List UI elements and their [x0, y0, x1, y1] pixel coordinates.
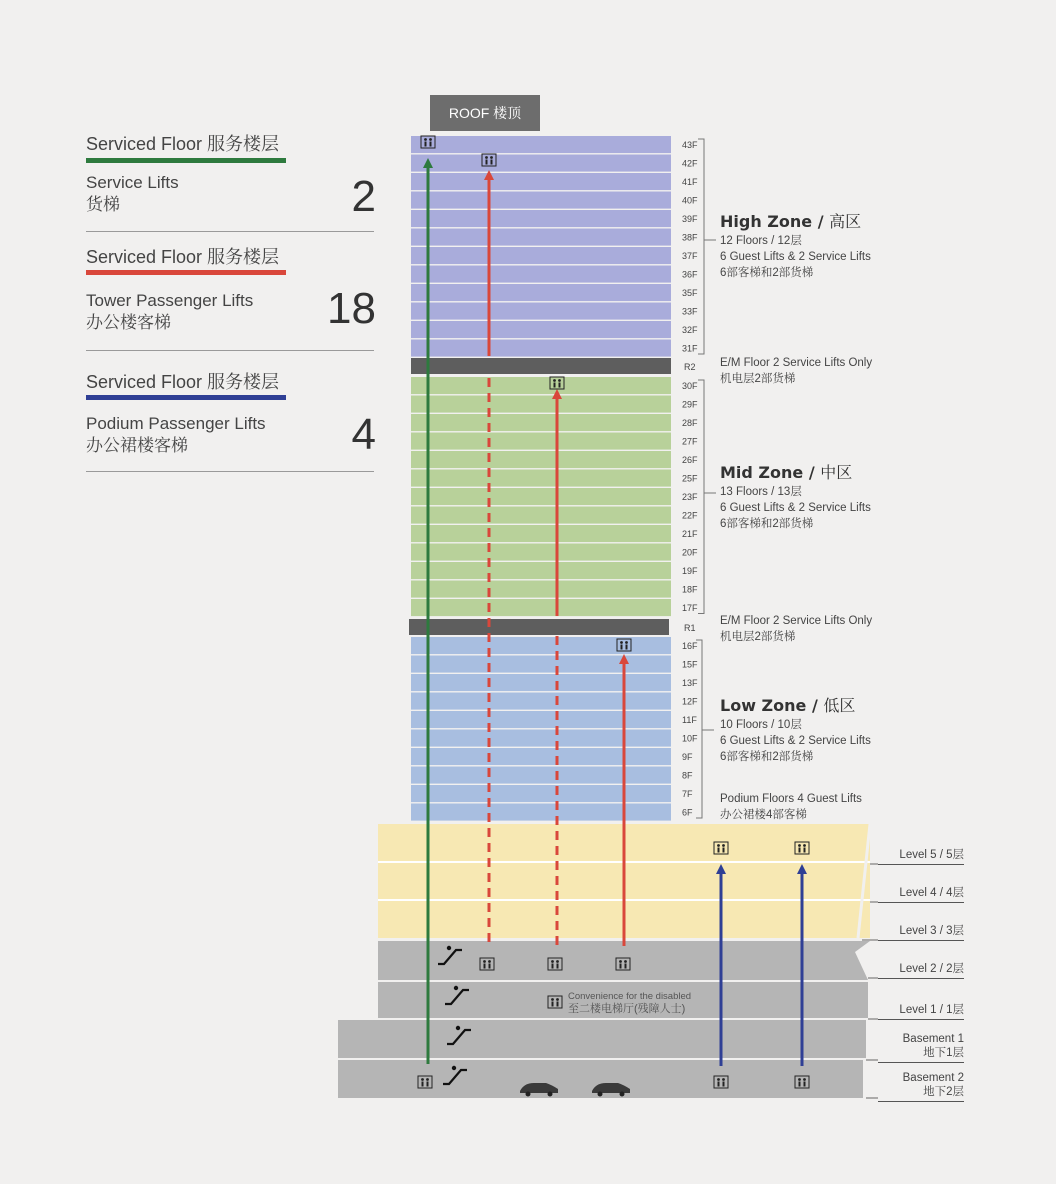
floor-label-13f: 13F	[682, 678, 698, 688]
lift-icon-person	[556, 960, 559, 963]
legend-title-service: Serviced Floor 服务楼层	[86, 134, 280, 154]
lift-icon-person	[620, 641, 623, 644]
floor-band-11f	[411, 711, 671, 728]
mid-zone-title: Mid Zone	[720, 463, 804, 482]
lift-icon-person	[619, 960, 622, 963]
lift-icon-person	[804, 848, 806, 853]
mech-floor-r2	[411, 358, 671, 374]
floor-label-11f: 11F	[682, 715, 697, 725]
floor-label-10f: 10F	[682, 733, 698, 744]
floor-band-42f	[411, 155, 671, 172]
level-label-1: Level 1 / 1层	[878, 1003, 964, 1020]
high-zone-lifts-zh: 6部客梯和2部货梯	[720, 267, 814, 279]
mid-zone-bracket	[698, 380, 704, 614]
lift-icon-person	[620, 964, 622, 969]
legend-name-podium: Podium Passenger Lifts 办公裙楼客梯	[86, 414, 266, 455]
floor-label-17f: 17F	[682, 603, 698, 613]
lift-icon-person	[424, 138, 427, 141]
high-zone-lifts: 6 Guest Lifts & 2 Service Lifts	[720, 251, 871, 263]
floor-label-37f: 37F	[682, 251, 698, 261]
legend-title-podium: Serviced Floor 服务楼层	[86, 372, 280, 392]
lift-icon-person	[488, 960, 491, 963]
lift-icon-person	[484, 964, 486, 969]
lift-icon-person	[490, 156, 493, 159]
floor-band-17f	[411, 599, 671, 616]
floor-label-35f: 35F	[682, 288, 698, 298]
floor-label-22f: 22F	[682, 510, 698, 521]
floor-label-16f: 16F	[682, 641, 698, 651]
floor-band-22f	[411, 507, 671, 524]
lift-icon-person	[491, 160, 493, 165]
high-zone-info: High Zone / 高区 12 Floors / 12层 6 Guest Lifts & 2 Service Lifts 6部客梯和2部货梯	[720, 212, 871, 279]
floor-band-18f	[411, 581, 671, 598]
legend-name-service: Service Lifts 货梯	[86, 173, 179, 214]
lift-icon-person	[799, 848, 801, 853]
floor-label-39f: 39F	[682, 214, 698, 224]
lift-icon-person	[430, 142, 432, 147]
floor-band-8f	[411, 767, 671, 784]
low-zone-info: Low Zone / 低区 10 Floors / 10层 6 Guest Lifts & 2 Service Lifts 6部客梯和2部货梯	[720, 696, 871, 763]
lift-icon-person	[718, 1082, 720, 1087]
floor-band-31f	[411, 340, 671, 357]
floor-label-25f: 25F	[682, 473, 698, 484]
floor-band-7f	[411, 785, 671, 802]
mid-zone-floors: 13 Floors / 13层	[720, 486, 802, 498]
floor-label-41f: 41F	[682, 177, 698, 187]
floor-label-9f: 9F	[682, 752, 693, 762]
car-icon-1-wheel	[548, 1092, 553, 1097]
level-label-5: Level 5 / 5层	[878, 848, 964, 865]
floor-label-31f: 31F	[682, 343, 698, 354]
lift-icon-person	[799, 1082, 801, 1087]
level-label-b1: Basement 1 地下1层	[878, 1032, 964, 1063]
floor-label-36f: 36F	[682, 269, 698, 280]
floor-band-20f	[411, 544, 671, 561]
floor-label-8f: 8F	[682, 770, 693, 781]
floor-band-30f	[411, 377, 671, 394]
escalator-icon-l1-person	[454, 986, 458, 990]
car-icon-2-wheel	[598, 1092, 603, 1097]
lift-icon-person	[551, 960, 554, 963]
floor-label-20f: 20F	[682, 547, 698, 558]
floor-band-40f	[411, 192, 671, 209]
lift-icon-person	[722, 1078, 725, 1081]
floor-band-29f	[411, 396, 671, 413]
floor-label-23f: 23F	[682, 492, 698, 502]
floor-label-32f: 32F	[682, 325, 698, 335]
lift-icon-person	[489, 964, 491, 969]
legend-count-tower: 18	[327, 284, 376, 333]
mid-zone-lifts-zh: 6部客梯和2部货梯	[720, 518, 814, 530]
mech-floor-r1	[409, 619, 669, 635]
floor-band-27f	[411, 433, 671, 450]
lift-icon-person	[717, 1078, 720, 1081]
floor-band-25f	[411, 470, 671, 487]
low-zone-lifts-zh: 6部客梯和2部货梯	[720, 751, 814, 763]
floor-label-28f: 28F	[682, 418, 698, 428]
floor-band-15f	[411, 656, 671, 673]
car-icon-1-wheel	[526, 1092, 531, 1097]
lift-icon-person	[553, 379, 556, 382]
floor-label-18f: 18F	[682, 584, 698, 595]
floor-label-29f: 29F	[682, 399, 698, 410]
mid-zone-lifts: 6 Guest Lifts & 2 Service Lifts	[720, 502, 871, 514]
low-zone-title: Low Zone	[720, 696, 807, 715]
lift-icon-person	[429, 138, 432, 141]
legend-title-tower: Serviced Floor 服务楼层	[86, 247, 280, 267]
floor-band-16f	[411, 637, 671, 654]
floor-band-6f	[411, 804, 671, 821]
lift-icon-person	[626, 645, 628, 650]
high-zone-bracket	[698, 139, 704, 354]
floor-label-43f: 43F	[682, 140, 698, 150]
floor-band-21f	[411, 525, 671, 542]
floor-label-26f: 26F	[682, 455, 698, 465]
floor-label-42f: 42F	[682, 158, 698, 169]
lift-icon-person	[722, 844, 725, 847]
lift-icon-person	[552, 964, 554, 969]
lift-icon-person	[803, 1078, 806, 1081]
lift-icon-person	[426, 1078, 429, 1081]
lift-icon-person	[427, 1082, 429, 1087]
floor-band-39f	[411, 210, 671, 227]
lift-icon-person	[625, 964, 627, 969]
escalator-icon-b1-person	[456, 1026, 460, 1030]
floor-band-12f	[411, 693, 671, 710]
floor-band-43f	[411, 136, 671, 153]
lift-icon-person	[803, 844, 806, 847]
legend-count-podium: 4	[351, 410, 376, 459]
level-label-2: Level 2 / 2层	[878, 962, 964, 979]
floor-band-10f	[411, 730, 671, 747]
legend-name-tower: Tower Passenger Lifts 办公楼客梯	[86, 291, 254, 332]
lift-icon-person	[483, 960, 486, 963]
lift-icon-person	[485, 156, 488, 159]
floor-band-23f	[411, 488, 671, 505]
lift-icon-person	[551, 998, 554, 1001]
floor-band-19f	[411, 562, 671, 579]
level-2-block	[378, 941, 870, 980]
lift-icon-person	[717, 844, 720, 847]
floor-label-12f: 12F	[682, 696, 698, 707]
lift-icon-person	[559, 383, 561, 388]
level-label-3: Level 3 / 3层	[878, 924, 964, 941]
em-floor-note-r1: E/M Floor 2 Service Lifts Only 机电层2部货梯	[720, 615, 873, 643]
lift-icon-person	[422, 1082, 424, 1087]
floor-band-41f	[411, 173, 671, 190]
floor-label-30f: 30F	[682, 381, 698, 391]
floor-label-40f: 40F	[682, 195, 698, 206]
floor-label-r1: R1	[684, 623, 696, 633]
mid-zone-info: Mid Zone / 中区 13 Floors / 13层 6 Guest Lifts & 2 Service Lifts 6部客梯和2部货梯	[720, 463, 871, 530]
lift-icon-person	[421, 1078, 424, 1081]
basement-1-block	[338, 1020, 866, 1058]
lift-icon-person	[798, 1078, 801, 1081]
lift-icon-person	[718, 848, 720, 853]
floor-band-32f	[411, 321, 671, 338]
floor-band-37f	[411, 247, 671, 264]
em-floor-note-r2: E/M Floor 2 Service Lifts Only 机电层2部货梯	[720, 357, 873, 385]
floor-band-28f	[411, 414, 671, 431]
floor-label-21f: 21F	[682, 529, 698, 539]
floor-label-7f: 7F	[682, 789, 693, 799]
escalator-icon-b2-person	[452, 1066, 456, 1070]
floor-band-9f	[411, 748, 671, 765]
floor-band-35f	[411, 284, 671, 301]
roof-label: ROOF 楼顶	[430, 95, 540, 131]
lift-icon-person	[804, 1082, 806, 1087]
lift-icon-person	[556, 998, 559, 1001]
low-zone-lifts: 6 Guest Lifts & 2 Service Lifts	[720, 735, 871, 747]
floor-label-33f: 33F	[682, 306, 698, 317]
floor-label-38f: 38F	[682, 232, 698, 243]
legend-count-service: 2	[351, 172, 376, 221]
lift-icon-person	[557, 964, 559, 969]
high-zone-floors: 12 Floors / 12层	[720, 235, 802, 247]
lift-icon-person	[723, 1082, 725, 1087]
lift-icon-person	[621, 645, 623, 650]
floor-label-27f: 27F	[682, 436, 698, 447]
floor-band-36f	[411, 266, 671, 283]
high-zone-title: High Zone	[720, 212, 813, 231]
lift-icon-person	[552, 1002, 554, 1007]
lift-icon-person	[624, 960, 627, 963]
floor-label-19f: 19F	[682, 566, 698, 576]
floor-band-13f	[411, 674, 671, 691]
lift-icon-person	[557, 1002, 559, 1007]
level-label-b2: Basement 2 地下2层	[878, 1071, 964, 1102]
floor-band-33f	[411, 303, 671, 320]
floor-label-15f: 15F	[682, 659, 698, 670]
lift-icon-person	[798, 844, 801, 847]
escalator-icon-l2-person	[447, 946, 451, 950]
lift-icon-person	[486, 160, 488, 165]
lift-icon-person	[558, 379, 561, 382]
low-zone-floors: 10 Floors / 10层	[720, 719, 802, 731]
lift-icon-person	[554, 383, 556, 388]
lift-icon-person	[723, 848, 725, 853]
lift-icon-person	[425, 142, 427, 147]
podium-note: Podium Floors 4 Guest Lifts 办公裙楼4部客梯	[720, 793, 862, 821]
floor-band-26f	[411, 451, 671, 468]
floor-band-38f	[411, 229, 671, 246]
car-icon-2-wheel	[620, 1092, 625, 1097]
floor-label-6f: 6F	[682, 807, 693, 818]
disabled-access-note: Convenience for the disabled 至二楼电梯厅(残障人士)	[568, 991, 692, 1015]
lift-icon-person	[625, 641, 628, 644]
floor-label-r2: R2	[684, 362, 696, 372]
level-label-4: Level 4 / 4层	[878, 886, 964, 903]
